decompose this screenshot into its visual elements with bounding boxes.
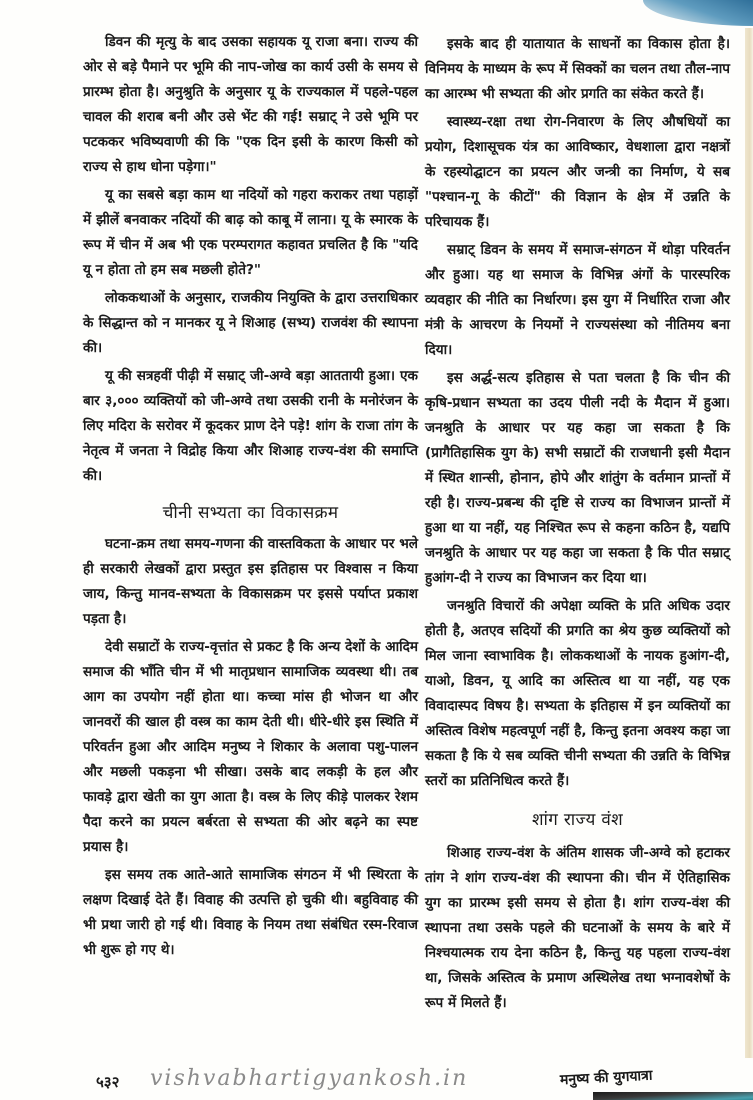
right-column: [425, 32, 730, 1019]
paragraph: इस अर्द्ध-सत्य इतिहास से पता चलता है कि चीन की कृषि-प्रधान सभ्यता का उदय पीली नदी के मैदान में हुआ। जनश्रुति के आधार पर यह कहा जा सकता है कि (प्रागैतिहासिक युग के) सभी सम्राटों की राजधानी इसी मैदान में स्थित शान्सी, होनान, होपे और शांतुंग के वर्तमान प्रान्तों में रही है। राज्य-प्रबन्ध की दृष्टि से राज्य का विभाजन प्रान्तों में हुआ था या नहीं, यह निश्चित रूप से कहना कठिन है, यद्यपि जनश्रुति के आधार पर यह कहा जा सकता है कि पीत सम्राट् हुआंग-दी ने राज्य का विभाजन कर दिया था।: [425, 370, 730, 586]
paragraph: घटना-क्रम तथा समय-गणना की वास्तविकता के आधार पर भले ही सरकारी लेखकों द्वारा प्रस्तुत इस इतिहास पर विश्वास न किया जाय, किन्तु मानव-सभ्यता के विकासक्रम पर इससे पर्याप्त प्रकाश पड़ता है।: [83, 536, 418, 627]
paragraph: जनश्रुति विचारों की अपेक्षा व्यक्ति के प्रति अधिक उदार होती है, अतएव सदियों की प्रगति का श्रेय कुछ व्यक्तियों को मिल जाना स्वाभाविक है। लोककथाओं के नायक हुआंग-दी, याओ, डिवन, यू आदि का अस्तित्व था या नहीं, यह एक विवादास्पद विषय है। सभ्यता के इतिहास में इन व्यक्तियों का अस्तित्व विशेष महत्वपूर्ण नहीं है, किन्तु इतना अवश्य कहा जा सकता है कि ये सब व्यक्ति चीनी सभ्यता की उन्नति के विभिन्न स्तरों का प्रतिनिधित्व करते हैं।: [425, 598, 730, 789]
section-heading: शांग राज्य वंश: [532, 810, 623, 830]
paragraph: इसके बाद ही यातायात के साधनों का विकास होता है। विनिमय के माध्यम के रूप में सिक्कों का चलन तथा तौल-नाप का आरम्भ भी सभ्यता की ओर प्रगति का संकेत करते हैं।: [425, 36, 730, 102]
paragraph: डिवन की मृत्यु के बाद उसका सहायक यू राजा बना। राज्य की ओर से बड़े पैमाने पर भूमि की नाप-जोख का कार्य उसी के समय से प्रारम्भ होता है। अनुश्रुति के अनुसार यू के राज्यकाल में पहले-पहल चावल की शराब बनी और उसे भेंट की गई! सम्राट् ने उसे भूमि पर पटककर भविष्यवाणी की कि "एक दिन इसी के कारण किसी को राज्य से हाथ धोना पड़ेगा।": [83, 34, 418, 175]
section-heading: चीनी सभ्यता का विकासक्रम: [162, 503, 339, 523]
paragraph: शिआह राज्य-वंश के अंतिम शासक जी-अग्वे को हटाकर तांग ने शांग राज्य-वंश की स्थापना की। चीन में ऐतिहासिक युग का प्रारम्भ इसी समय से होता है। शांग राज्य-वंश की स्थापना तथा उसके पहले की घटनाओं के समय के बारे में निश्चयात्मक राय देना कठिन है, किन्तु यह पहला राज्य-वंश था, जिसके अस्तित्व के प्रमाण अस्थिलेख तथा भग्नावशेषों के रूप में मिलते हैं।: [425, 845, 730, 1011]
paragraph: इस समय तक आते-आते सामाजिक संगठन में भी स्थिरता के लक्षण दिखाई देते हैं। विवाह की उत्पत्ति हो चुकी थी। बहुविवाह की भी प्रथा जारी हो गई थी। विवाह के नियम तथा संबंधित रस्म-रिवाज भी शुरू हो गए थे।: [83, 867, 418, 958]
paragraph: लोककथाओं के अनुसार, राजकीय नियुक्ति के द्वारा उत्तराधिकार के सिद्धान्त को न मानकर यू ने शिआह (सभ्य) राजवंश की स्थापना की।: [83, 290, 418, 356]
left-column: [83, 30, 418, 966]
paragraph: यू की सत्रहवीं पीढ़ी में सम्राट् जी-अग्वे बड़ा आततायी हुआ। एक बार ३,००० व्यक्तियों को जी-अग्वे तथा उसकी रानी के मनोरंजन के लिए मदिरा के सरोवर में कूदकर प्राण देने पड़े! शांग के राजा तांग के नेतृत्व में जनता ने विद्रोह किया और शिआह राज्य-वंश की समाप्ति की।: [83, 368, 418, 484]
book-binding-bottom: [593, 1092, 753, 1100]
book-binding-top: [643, 0, 753, 26]
page-edge: [745, 28, 753, 1058]
paragraph: सम्राट् डिवन के समय में समाज-संगठन में थोड़ा परिवर्तन और हुआ। यह था समाज के विभिन्न अंगों के पारस्परिक व्यवहार की नीति का निर्धारण। इस युग में निर्धारित राजा और मंत्री के आचरण के नियमों ने राज्यसंस्था को नीतिमय बना दिया।: [425, 242, 730, 358]
page-number: ५३२: [96, 1073, 120, 1091]
running-footer: मनुष्य की युगयात्रा: [559, 1067, 653, 1089]
paragraph: स्वास्थ्य-रक्षा तथा रोग-निवारण के लिए औषधियों का प्रयोग, दिशासूचक यंत्र का आविष्कार, वेधशाला द्वारा नक्षत्रों के रहस्योद्घाटन का प्रयत्न और जन्त्री का निर्माण, ये सब "पश्चान-गू के कीटों" की विज्ञान के क्षेत्र में उन्नति के परिचायक हैं।: [425, 114, 730, 230]
watermark: vishvabhartigyankosh.in: [150, 1066, 469, 1091]
paragraph: देवी सम्राटों के राज्य-वृत्तांत से प्रकट है कि अन्य देशों के आदिम समाज की भाँति चीन में भी मातृप्रधान सामाजिक व्यवस्था थी। तब आग का उपयोग नहीं होता था। कच्चा मांस ही भोजन था और जानवरों की खाल ही वस्त्र का काम देती थी। धीरे-धीरे इस स्थिति में परिवर्तन हुआ और आदिम मनुष्य ने शिकार के अलावा पशु-पालन और मछली पकड़ना भी सीखा। उसके बाद लकड़ी के हल और फावड़े द्वारा खेती का युग आता है। वस्त्र के लिए कीड़े पालकर रेशम पैदा करने का प्रयत्न बर्बरता से सभ्यता की ओर बढ़ने का स्पष्ट प्रयास है।: [83, 639, 418, 855]
paragraph: यू का सबसे बड़ा काम था नदियों को गहरा कराकर तथा पहाड़ों में झीलें बनवाकर नदियों की बाढ़ को काबू में लाना। यू के स्मारक के रूप में चीन में अब भी एक परम्परागत कहावत प्रचलित है कि "यदि यू न होता तो हम सब मछली होते?": [83, 187, 418, 278]
